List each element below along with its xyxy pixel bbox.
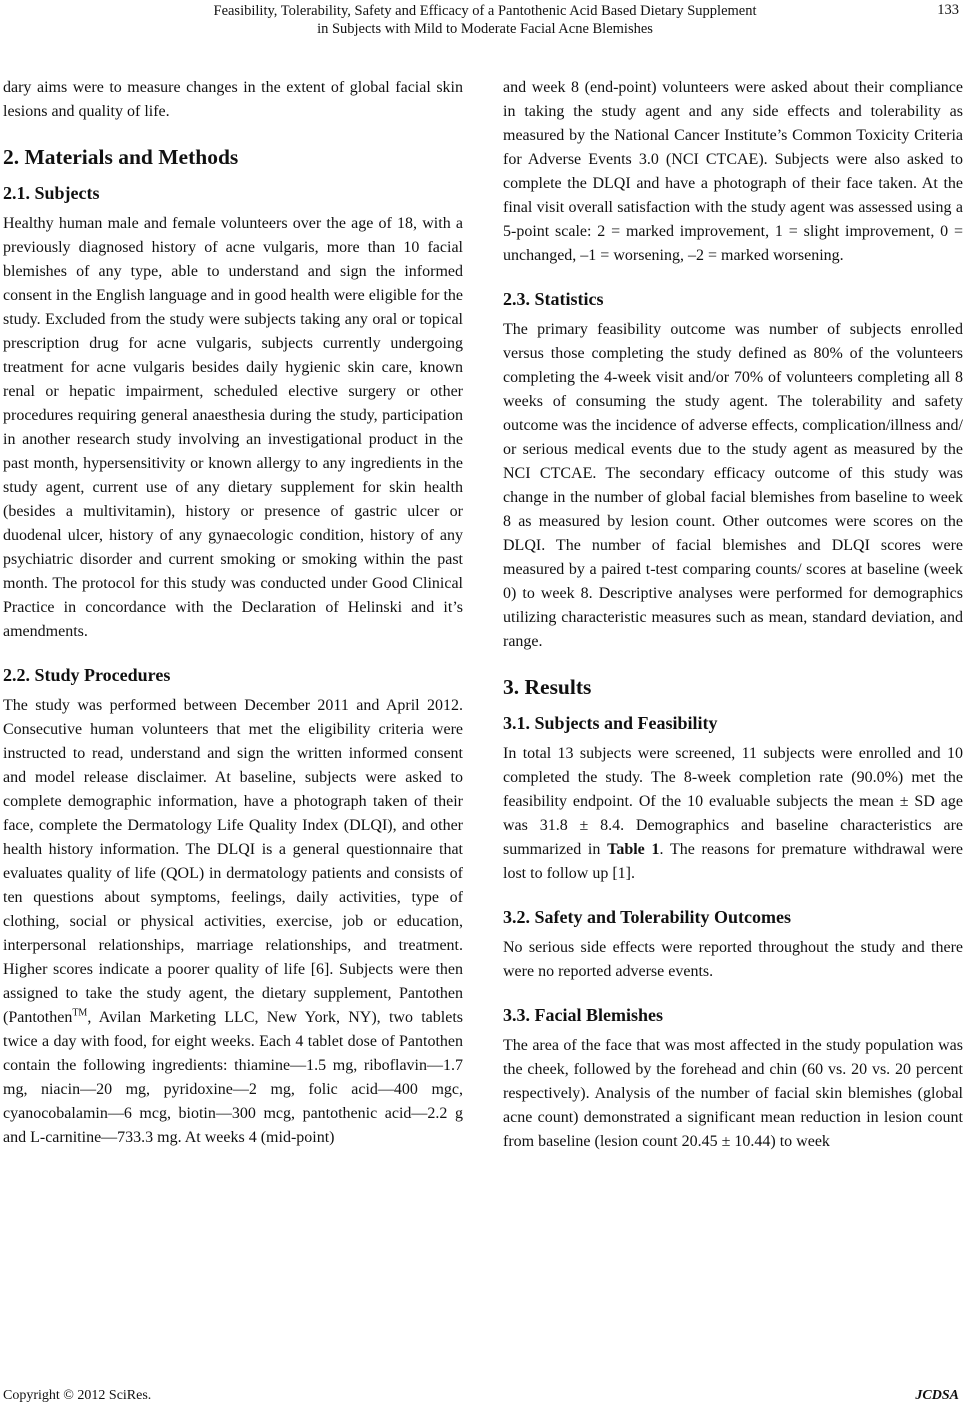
running-title-line-2: in Subjects with Mild to Moderate Facial Acne Blemishes [317, 21, 653, 37]
statistics-paragraph: The primary feasibility outcome was number of subjects enrolled versus those completing the study defined as 80% of the volunteers completing the 4-week visit and/or 70% of volunteers completing all 8 weeks of consuming the study agent. The tolerability and safety outcome was the incidence of adverse effects, complication/illness and/ or serious medical events due to the study agent as measured by the NCI CTCAE. The secondary efficacy outcome of this study was change in the number of global facial blemishes from baseline to week 8 as measured by lesion count. Other outcomes were scores on the DLQI. The number of facial blemishes and DLQI scores were measured by a paired t-test comparing counts/ scores at baseline (week 0) to week 8. Descriptive analyses were performed for demographics utilizing characteristic measures such as mean, standard deviation, and range. [503, 321, 963, 650]
subsection-heading-safety-tolerability: 3.2. Safety and Tolerability Outcomes [503, 907, 792, 927]
subjects-paragraph: Healthy human male and female volunteers over the age of 18, with a previously diagnosed history of acne vulgaris, more than 10 facial blemishes of any type, able to understand and sign the informed consent in the English language and in good health were eligible for the study. Excluded from the study were subjects taking any oral or topical prescription drug for acne vulgaris, subjects currently undergoing treatment for acne vulgaris besides daily hygienic skin care, known renal or hepatic impairment, scheduled elective surgery or other procedures requiring general anaesthesia during the study, participation in another research study involving an investigational product in the past month, hypersensitivity or known allergy to any ingredients in the study agent, current use of any dietary supplement for skin health (besides a multivitamin), history or presence of gastric ulcer or duodenal ulcer, history of any gynaecologic condition, history of any psychiatric disorder and current smoking or smoking within the past month. The protocol for this study was conducted under Good Clinical Practice in concordance with the Declaration of Helinski and it’s amendments. [3, 215, 463, 640]
subjects-feasibility-paragraph [503, 742, 963, 886]
facial-blemishes-paragraph: The area of the face that was most affected in the study population was the cheek, followed by the forehead and chin (60 vs. 20 vs. 20 percent respectively). Analysis of the number of facial skin blemishes (global acne count) demonstrated a significant mean reduction in lesion count from baseline (lesion count 20.45 ± 10.44) to week [503, 1037, 963, 1150]
subsection-heading-study-procedures: 2.2. Study Procedures [3, 665, 171, 685]
table-1-reference[interactable]: Table 1 [607, 841, 660, 858]
running-title-line-1: Feasibility, Tolerability, Safety and Efficacy of a Pantothenic Acid Based Dietary Supplement [213, 3, 757, 19]
subsection-heading-subjects-feasibility: 3.1. Subjects and Feasibility [503, 713, 718, 733]
copyright-notice: Copyright © 2012 SciRes. [3, 1388, 152, 1403]
subsection-heading-statistics: 2.3. Statistics [503, 289, 604, 309]
trademark-superscript: TM [72, 1007, 88, 1019]
running-title [60, 2, 910, 38]
feasibility-text-b: . The reasons for premature withdrawal were lost to follow up [1]. [503, 841, 964, 882]
subsection-heading-subjects: 2.1. Subjects [3, 183, 100, 203]
intro-paragraph: dary aims were to measure changes in the extent of global facial skin lesions and quality of life. [3, 79, 463, 120]
feasibility-text-a: In total 13 subjects were screened, 11 subjects were enrolled and 10 completed the study. The 8-week completion rate (90.0%) met the feasibility endpoint. Of the 10 evaluable subjects the mean ± SD age was 31.8 ± 8.4. Demographics and baseline characteristics are summarized in [503, 745, 963, 858]
study-procedures-paragraph [3, 694, 463, 1150]
section-heading-materials-methods: 2. Materials and Methods [3, 145, 239, 169]
section-heading-results: 3. Results [503, 675, 592, 699]
subsection-heading-facial-blemishes: 3.3. Facial Blemishes [503, 1005, 663, 1025]
page-number: 133 [937, 2, 959, 18]
study-procedures-text-b: , Avilan Marketing LLC, New York, NY), two tablets twice a day with food, for eight weeks. Each 4 tablet dose of Pantothen contain the following ingredients: thiamine—1.5 mg, riboflavin—1.7 mg, niacin—20 mg, pyridoxine—2 mg, folic acid—400 mgc, cyanocobalamin—6 mcg, biotin—300 mcg, pantothenic acid—2.2 g and L-carnitine—733.3 mg. At weeks 4 (mid-point) [3, 1009, 463, 1146]
study-procedures-text-a: The study was performed between December 2011 and April 2012. Consecutive human volunteers that met the eligibility criteria were instructed to read, understand and sign the written informed consent and model release disclaimer. At baseline, subjects were asked to complete demographic information, have a photograph taken of their face, complete the Dermatology Life Quality Index (DLQI), and other health history information. The DLQI is a general questionnaire that evaluates quality of life (QOL) in dermatology patients and consists of ten questions about symptoms, feelings, daily activities, type of clothing, social or physical activities, exercise, job or education, interpersonal relationships, marriage relationships, and treatment. Higher scores indicate a poorer quality of life [6]. Subjects were then assigned to take the study agent, the dietary supplement, Pantothen (Pantothen [3, 697, 463, 1026]
running-header [0, 0, 967, 46]
right-column [503, 76, 963, 1154]
safety-tolerability-paragraph: No serious side effects were reported throughout the study and there were no reported adverse events. [503, 939, 963, 980]
left-column [3, 76, 463, 1150]
procedures-continued-paragraph: and week 8 (end-point) volunteers were asked about their compliance in taking the study agent and any side effects and tolerability as measured by the National Cancer Institute’s Common Toxicity Criteria for Adverse Events 3.0 (NCI CTCAE). Subjects were also asked to complete the DLQI and have a photograph of their face taken. At the final visit overall satisfaction with the study agent was assessed using a 5-point scale: 2 = marked improvement, 1 = slight improvement, 0 = unchanged, –1 = worsening, –2 = marked worsening. [503, 79, 963, 264]
journal-abbreviation: JCDSA [915, 1388, 959, 1403]
